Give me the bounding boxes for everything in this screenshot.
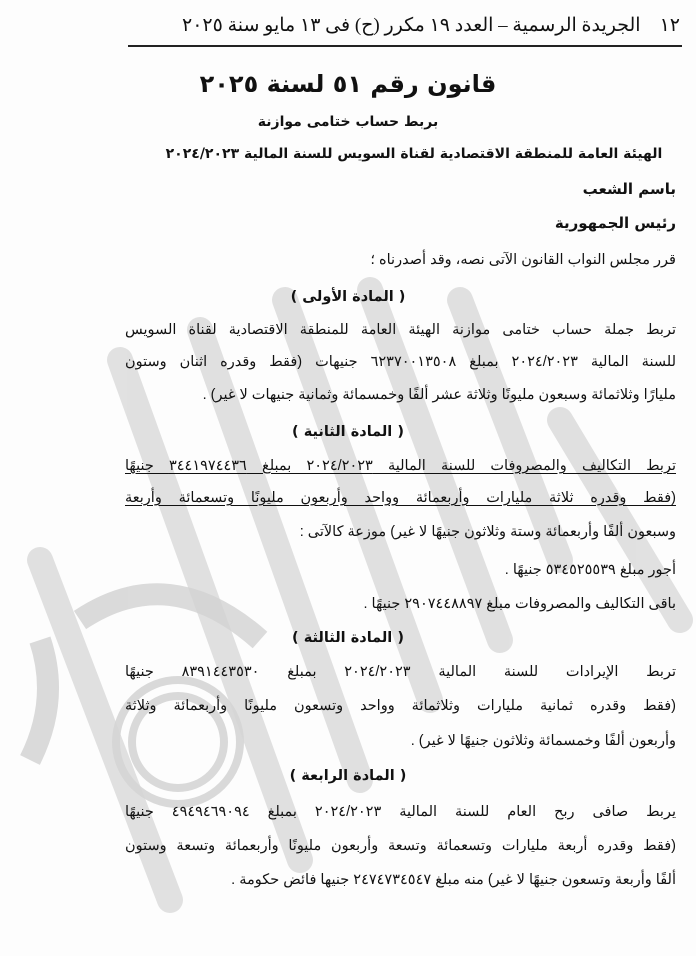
page-number: ١٢ <box>659 15 680 36</box>
article-2-line: (فقط وقدره ثلاثة مليارات وأربعمائة وواحد وأربعون مليونًا وتسعمائة وأربعة <box>125 490 676 506</box>
article-2-line: وسبعون ألفًا وأربعمائة وستة وثلاثون جنيهًا لا غير) موزعة كالآتى : <box>299 524 676 540</box>
article-2-line: تربط التكاليف والمصروفات للسنة المالية ٢٠٢٤/٢٠٢٣ بمبلغ ٣٤٤١٩٧٤٤٣٦ جنيهًا <box>125 458 676 474</box>
running-header <box>128 14 680 38</box>
gazette-issue-line: الجريدة الرسمية – العدد ١٩ مكرر (ح) فى ١٣ مايو سنة ٢٠٢٥ <box>182 15 641 36</box>
article-3-line: وأربعون ألفًا وخمسمائة وثلاثون جنيهًا لا غير) . <box>410 733 676 749</box>
article-3-heading: ( المادة الثالثة ) <box>292 630 404 646</box>
article-4-heading: ( المادة الرابعة ) <box>289 768 407 784</box>
decree-line: قرر مجلس النواب القانون الآتى نصه، وقد أصدرناه ؛ <box>370 252 676 268</box>
article-3-line: تربط الإيرادات للسنة المالية ٢٠٢٤/٢٠٢٣ بمبلغ ٨٣٩١٤٤٣٥٣٠ جنيهًا <box>125 664 676 680</box>
article-1-line: للسنة المالية ٢٠٢٤/٢٠٢٣ بمبلغ ٦٢٣٧٠٠١٣٥٠٨ جنيهات (فقط وقدره اثنان وستون <box>125 354 676 370</box>
article-2-item-other-costs: باقى التكاليف والمصروفات مبلغ ٢٩٠٧٤٤٨٨٩٧ جنيهًا . <box>363 596 676 612</box>
article-3-line: (فقط وقدره ثمانية مليارات وثلاثمائة وواحد وتسعون مليونًا وأربعمائة وثلاثة <box>125 698 676 714</box>
article-4-line: ألفًا وأربعة وتسعون جنيهًا لا غير) منه مبلغ ٢٤٧٤٧٣٤٥٤٧ جنيها فائض حكومة . <box>231 872 676 888</box>
article-4-line: (فقط وقدره أربعة مليارات وتسعمائة وتسعة وأربعون مليونًا وأربعمائة وتسعة وستون <box>125 838 676 854</box>
in-the-name-of-people: باسم الشعب <box>582 180 676 198</box>
article-1-line: مليارًا وثلاثمائة وسبعون مليونًا وثلاثة عشر ألفًا وخمسمائة وثمانية جنيهات لا غير) . <box>202 387 676 403</box>
president-title: رئيس الجمهورية <box>554 214 676 232</box>
article-2-item-wages: أجور مبلغ ٥٣٤٥٢٥٥٣٩ جنيهًا . <box>504 562 676 578</box>
article-1-heading: ( المادة الأولى ) <box>290 289 406 305</box>
article-2-heading: ( المادة الثانية ) <box>292 424 404 440</box>
article-1-line: تربط جملة حساب ختامى موازنة الهيئة العامة للمنطقة الاقتصادية لقناة السويس <box>125 322 676 338</box>
law-subtitle: بربط حساب ختامى موازنة <box>257 114 439 130</box>
law-title: قانون رقم ٥١ لسنة ٢٠٢٥ <box>199 70 497 98</box>
article-4-line: يربط صافى ربح العام للسنة المالية ٢٠٢٤/٢٠٢٣ بمبلغ ٤٩٤٩٤٦٩٠٩٤ جنيهًا <box>125 804 676 820</box>
law-subtitle-authority: الهيئة العامة للمنطقة الاقتصادية لقناة السويس للسنة المالية ٢٠٢٤/٢٠٢٣ <box>165 146 663 162</box>
header-divider <box>128 45 682 47</box>
